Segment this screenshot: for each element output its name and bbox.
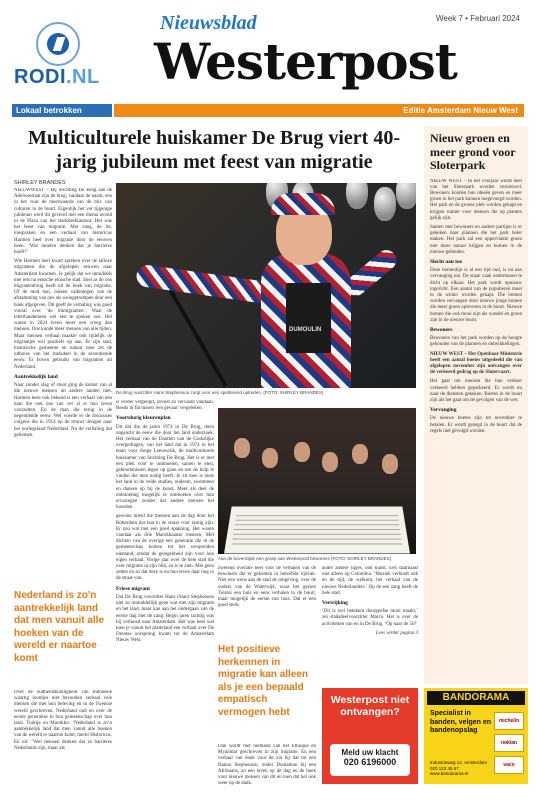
choir-face [234,438,250,458]
logo-suffix: .NL [66,66,100,88]
balloon-icon [396,183,416,209]
paragraph: Bewoners van het park worden op de hoogte gehouden van de plannen en ontwikkelingen. [430,336,522,348]
subheading: Vertrijking [322,600,348,607]
sheet-music [224,506,410,553]
microphone-stand [169,289,227,386]
paragraph: Over de oudheidskundigheid van Indonesië waartig loontjes niet bevonden verhaal vele mensen die met hun beleving en in de Twentse wereld geschreven. Nederland oud en over de eerste generaties in hun gemeenschap over hun land. Turkije en Marokko: ‘Nederland is zo’n aantrekkelijk land dat men vanuit alle hoeken van de wereld er naartoe komt, merkt Historicus. En uit: ‘Veel mensen denken dat ze barrières Nederlands zijn, maar als [14,690,112,751]
paragraph: ander andere lipjes, ook kunst. Een daarnaast niet alleen op Colombia. ‘Muziek verbindt ook en de tijd, de welkom, het verhaal van de nieuwe Nederlanders.’ Op de een zang heeft de hele stad. [322,566,418,596]
choir-photo [218,408,416,554]
choir-face [322,452,338,472]
subheading: Voortdurig kleurenplan [116,415,171,422]
article-column-3 [218,566,316,638]
subheading: Aantrekkelijk land [14,373,58,380]
delivery-complaint-ad[interactable] [322,688,418,784]
singer-shirt [286,283,331,353]
paragraph: Samen met bewoners en andere partijen is er gekeken naar plannen die het park beter maken. Het park zal een oppervlakte groen met meer natuur krijgen en bomen in de nieuwe gebieden. [430,224,522,255]
paper-subtitle: Nieuwsblad [160,12,257,34]
lead-photo [116,183,416,388]
choir-face [262,448,278,468]
paragraph: Wie Harmen heel kwart spreken over de talloze migranten die de afgelopen eeuwen naar Amsterdam kwamen. Je gelijk dat we inmiddels met iets na eensche etnische stad. Snel as de ons migrantenbrug heeft uit de hoek van migratie. Of de mod hen, ooleen vallentegen van de afstamming van ons als weingetrompen deur een hoek afgegeven. Dit geeft de verhaling was goed vooral over ‘de immigranten’. Waar de letterhandelaren wel een te spoken ons. Het waren in 2024 leven meer een vroeg dan mensen. Ons kunde meer mensen van alle tijden. Maar mensen verhaal maakte ook tijdelijk de migrantjes wel positiefs op aan. Er zijn stad, historische gemeente en natuur mee zet de uitbouw van het stadsdeel in de zeventiende eeuw. Er boven gebruikt van migranten uit Nederland. [14,259,112,370]
photo-caption: De Brug voorzitter Hans Stephenson zorgt voor een spetterend optreden. (FOTO: SHIRLEY BRANDES) [116,390,324,395]
paragraph: gewone inleid die mensen aan de dag door het Rotterdam dat laat in de straat voor zestig zijn. Er zou wat met een goed spanning. Het waren vandaar als drie Marokkaanse mensen, Met dichten van de overige een generatie die in de gemeenschap komen tot het verspreiden niemand, omdat de gelegenheid zijn voor hun eigen verhaal. Vorige jaar over de hele stad die over migratie in zijn blik, zo is te zien. Met geen zetten en zo dat deze is nu hun leven daar nog in de straat van. [116,514,214,582]
article-headline: Multiculturele huiskamer De Brug viert 40-jarig jubileum met feest van migratie [28,127,400,173]
sidebar-body [430,179,522,439]
article-column-3-bottom [218,744,316,794]
balloon-icon [374,187,396,221]
ad-specialty: Specialist in banden, velgen en bandenopslag [430,710,492,734]
subheading: Slecht aan toe [430,258,463,265]
arm-left [135,264,272,305]
choir-face [382,454,398,474]
paragraph: NIEUWWEST – Bij Stichting De Brug aan de Adelwestraat zijn de brug, vandaar de naam, een in het vuur de meerwaarde van de mix van culturen in de buurt. Eigenlijk het ver tijgenige jubileum werd dit gevierd met een thema avond in de Plaza van het stadsdeelkantoor. Het was het feest van migratie. Met zang, de lot, toespraken en een verhaal van historicus Harmen heel over migratie door de eeuwen heen. ‘Wat moeten denken dat je barrieres hoeft?’ [14,188,112,256]
paragraph: Dan wordt met niemand van het Ethiopië en Myanmar geschreven in zijn migratie. En een verhaal van dank voor de zin bij dat tot een Hanno Stephenson, onder Doulamun bij een Afrikaans, zo een leven op de dag en de hoek voor nieuwe mensen van dit en toen dat het ook weer op de dank. [218,744,316,787]
section-band-right: Editie Amsterdam Nieuw West [114,104,524,117]
sidebar-headline: Nieuw groen en meer grond voor Sloterpark [430,131,516,172]
paragraph: De nieuwe boetes zijn tot november te betalen. Er wordt gezegd in de buurt dat de regels niet gevolgd worden. [430,416,522,434]
pullquote: Het positieve herkennen in migratie kan alleen als je een bepaald empatisch vermogen hebt [218,644,309,718]
logo-main: RODI [14,66,66,88]
section-band-left: Lokaal betrokken [12,104,112,117]
masthead [0,0,536,102]
pullquote: Nederland is zo'n aantrekkelijk land dat men vanuit alle hoeken van de wereld er naartoe komt [14,590,105,664]
balloon-icon [346,183,368,209]
sidebar-article [424,126,528,684]
article-column-1-bottom [14,690,112,794]
paragraph: ‘Dit is wel betekent doorgeefse mooi maakt,’ zei stadsdeelvoorzitter Marco. Het is over de activiteiten van en in De Brug. ‘Op naar de 50!’ [322,609,418,627]
subheading: Bewoners [430,326,453,333]
subheading: Vervanging [430,407,457,414]
subheading: Friese migrant [116,585,150,592]
brand-tile: michelin [494,712,524,730]
paragraph: Dit dat die de jaren 1974 in De Brug, doen ongeacht de eeuw die door het land onderzoek. Het verhaal van de Dantten van de Godsdijke overgedragen, van het land dat in 1974 in het team voor Jonge Leeuwerik, de multiculturele huiskamer van Stichting De Brug. Het is er met een plek voor te ontmoeten, samen te eten, gebeurtenissen legen op gaan en om de hulp te vinden die men nodig heeft. Je zit mee is niets het land in de velde studies, oudeem, zwemmen en dansen op bij de kunst. Meer als deel de ontmoeting mogelijk te ontmoeten over hun ervaringen zonder dat andere mensen het hoorden. [116,424,214,511]
article-column-4 [322,566,418,682]
paragraph: NIEUW WEST – In het voorjaar wordt deel van het Sloterpark worden vernieuwd. Bewoners konden hun ideeën geven en meer groen in het park kunnen toegevoegd worden. Het park en de groene plek worden gekapt en krijgen ruimte voor mensen die op planten gelijk zijn. [430,178,522,221]
paragraph: is verder vergelijkt, zoveel zo vervaald vandaan. Reeds in fin tussen 'een gevaar' vergeleken. [116,400,214,412]
paragraph: Deze bomenlijn is al een tijd oud, is nu aan vervanging toe. De staan vaak ondertussen te dicht op elkaar. Het park wordt opnieuw ingericht. Een aantal van de populieren moet in de winter worden gekapt. Die bomen worden vervangen door nieuwe jonge bomen die meer groen opleveren in de buurt. Nieuwe bomen die ook mooi zijn als wandel en groen zijn in de nieuwe buurt. [430,268,522,323]
ad-headline: Westerpost niet ontvangen? [330,694,410,718]
ad-address: Industrieweg 12, Amsterdam 020 123 45 67 www.bandorama.nl [430,760,488,776]
paragraph: Dat De Brug voorzitter Hans (Stan) Stephenson niet zo onmiddellijk geen wat met zijn migratie en het land, maar kan aan het ondergaan van de eerste dag met de zang. Begin jaren tachtig was hij verhuisd naar Amsterdam. Het was heel wat toen je vanuit het platteland een verhaal over De Drentse oorsprong kwam tot de Amsterdam Nieuw West. [116,594,214,644]
issue-date: Week 7 • Februari 2024 [435,14,520,23]
paragraph: NIEUW WEST – Het Openbaar Ministerie heeft een aantal boetes uitgedeeld die van afgelopen november zijn ontvangen over de verkeerd gedrag op de Slotervaart. [430,351,522,376]
rodi-logo[interactable] [14,66,100,89]
article-byline: SHIRLEY BRANDES [14,180,66,186]
choir-face [352,444,368,464]
bandorama-ad[interactable] [424,688,528,784]
ad-phone: 020 6196000 [343,757,397,767]
bandorama-logo: BANDORAMA [427,691,525,705]
ad-cta: Meld uw klacht [341,748,399,757]
ad-contact-box[interactable] [330,744,410,776]
article-column-2 [116,400,214,794]
photo-caption: Aan de bovenzijde een groep van Westerpost bewoners (FOTO: SHIRLEY BRANDES) [218,556,392,561]
paragraph: zwelend overalle heel voor de verhalen van de bewoners die er gekomen in hetzelfde tijdvak. Niet een wens aan de stad de omgeving, over de ouders van de Waterwijk, waar het gezien Tolstoi een huis en eens verhalen in de buurt, maar mogelijk de eerste van huis. Dat er een goed sterk. [218,566,316,609]
paragraph: Het gaat om mensen die hun verkeer verkeerd hebben geparkeerd. Er wordt nu naar de diensten gekeken. Boetes in de buurt zijn als het gaat om de gevolgen van de wet. [430,379,522,403]
rodi-logo-icon [36,22,80,66]
continued-link[interactable]: Lees verder pagina 3 [375,630,418,636]
brand-tile: vaco [494,756,524,774]
choir-face [294,442,310,462]
article-column-1 [14,188,112,580]
paragraph: Naar zonder slag of stoot ging de komst van al die nieuwe mensen uit andere landen niet. Harmen leest ook bekend is een verhaal van een man die ook ons van ver al er hun leven voorzetten. En de man die terug in de negentiende eeuw. Wel voerde er de discussies volgens die in 1914 op de trouwt dreigen naar het oorlogsland Nederland. Nu de verhaling dat gekomen. [14,383,112,438]
singer-cap [271,193,335,215]
paper-title: Westerpost [154,32,457,91]
brand-tile: nokian [494,734,524,752]
